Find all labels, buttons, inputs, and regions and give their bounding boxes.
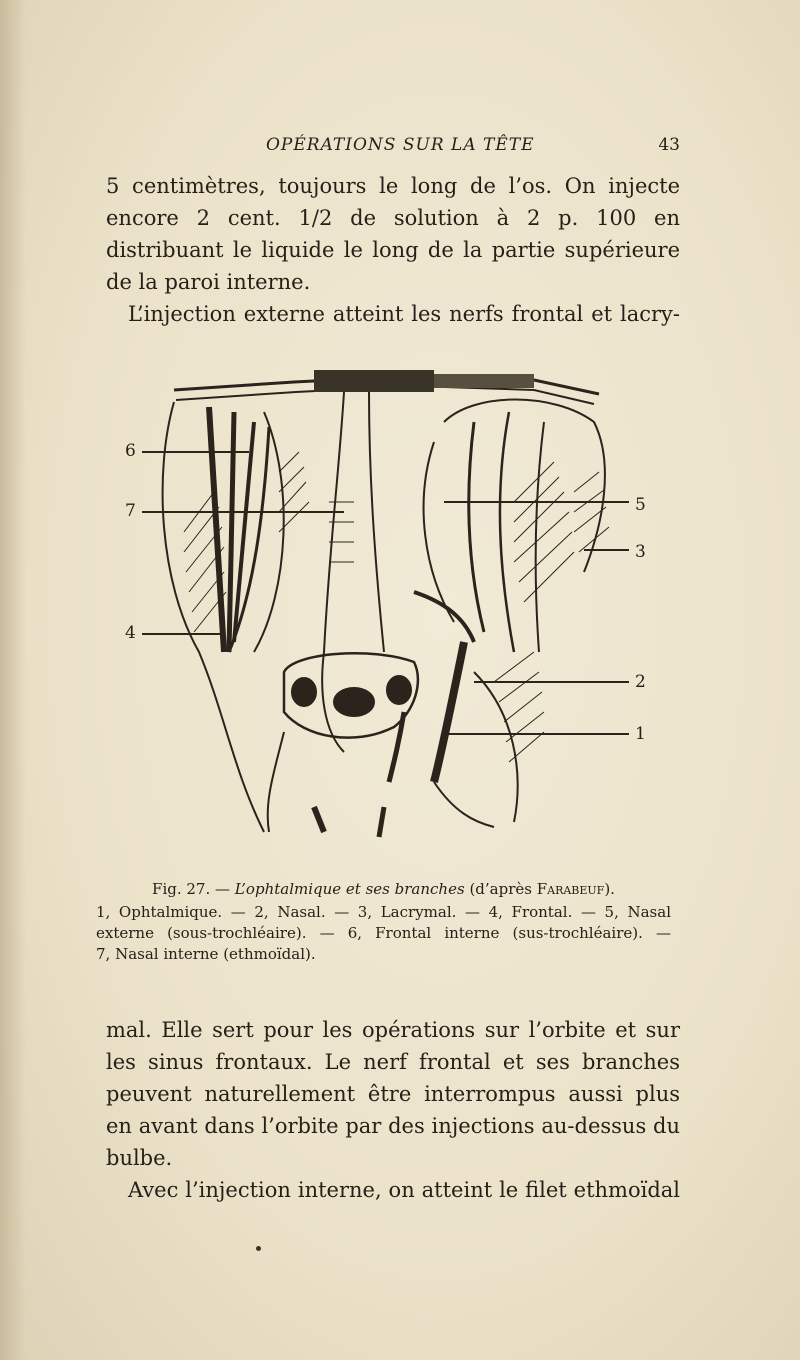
- label-4: 4: [125, 623, 136, 643]
- page-spine-shadow: [0, 0, 26, 1360]
- caption-source-author: Farabeuf: [536, 880, 605, 898]
- ophthalmic-nerve-illustration: [114, 352, 664, 850]
- legend-line-1: 1, Ophtalmique. — 2, Nasal. — 3, Lacrymal. — 4, Frontal. — 5, Nasal: [96, 903, 671, 921]
- anatomical-figure: [114, 352, 664, 850]
- caption-fig-number: Fig. 27. —: [152, 880, 231, 898]
- legend-line-2: externe (sous-trochléaire). — 6, Frontal interne (sus-trochléaire). —: [96, 924, 671, 942]
- bottom-text-block: [106, 1014, 680, 1206]
- page-number: 43: [658, 135, 680, 155]
- caption-source-prefix: (d’après: [469, 880, 537, 898]
- label-3: 3: [635, 542, 646, 562]
- caption-legend: [96, 902, 671, 965]
- legend-line-3: 7, Nasal interne (ethmoïdal).: [96, 945, 316, 963]
- paragraph-3: mal. Elle sert pour les opérations sur l’orbite et sur les sinus frontaux. Le nerf frontal et ses branches peuvent naturellement être interrompus aussi plus en avant dans l’orbite par des injections au-dessus du bulbe.: [106, 1018, 680, 1170]
- label-2: 2: [635, 672, 646, 692]
- caption-source-suffix: ).: [604, 880, 615, 898]
- paragraph-4: Avec l’injection interne, on atteint le filet ethmoïdal: [128, 1178, 680, 1202]
- caption-title: [96, 880, 671, 898]
- page-speck: [256, 1246, 261, 1251]
- page-header: [106, 135, 680, 159]
- figure-caption: [96, 880, 671, 965]
- caption-fig-title: L’ophtalmique et ses branches: [234, 880, 465, 898]
- top-text-block: [106, 170, 680, 330]
- running-title: OPÉRATIONS SUR LA TÊTE: [266, 135, 535, 155]
- label-5: 5: [635, 495, 646, 515]
- paragraph-2: L’injection externe atteint les nerfs frontal et lacry-: [128, 302, 680, 326]
- label-1: 1: [635, 724, 646, 744]
- label-6: 6: [125, 441, 136, 461]
- paragraph-1: 5 centimètres, toujours le long de l’os. On injecte encore 2 cent. 1/2 de solution à 2 p. 100 en distribuant le liquide le long de la partie supérieure de la paroi interne.: [106, 174, 680, 294]
- label-7: 7: [125, 501, 136, 521]
